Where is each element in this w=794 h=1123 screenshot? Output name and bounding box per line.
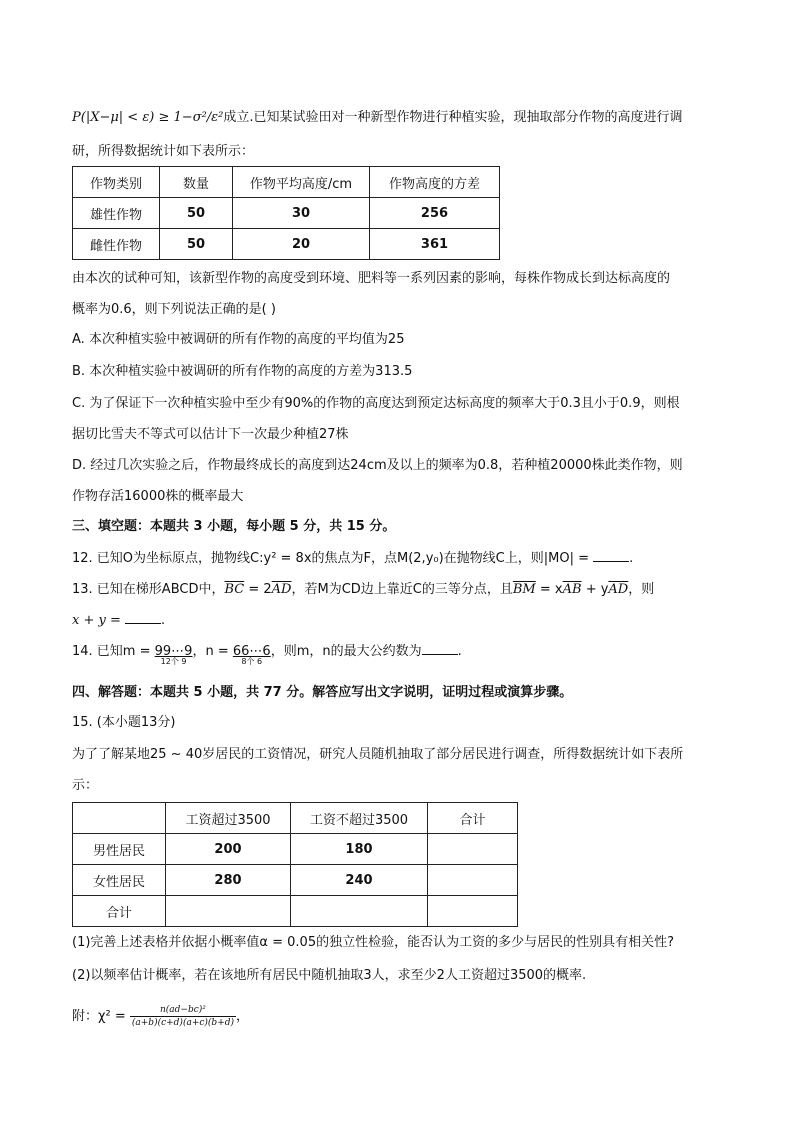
table-cell: 雄性作物	[73, 198, 160, 229]
table-row	[73, 834, 518, 865]
vector-bc: $\overline{BC}$	[224, 582, 245, 597]
table-cell: 女性居民	[73, 865, 166, 896]
table-cell	[428, 896, 518, 927]
table-cell: 50	[160, 229, 233, 260]
q15-stem-1: 为了了解某地25 ~ 40岁居民的工资情况，研究人员随机抽取了部分居民进行调查，所得数据统计如下表所	[72, 747, 684, 762]
table-header-row	[73, 803, 518, 834]
table-row	[73, 198, 500, 229]
q11-stem-2: 概率为0.6，则下列说法正确的是( )	[72, 302, 276, 317]
q11-option-d-line-2: 作物存活16000株的概率最大	[72, 489, 244, 504]
fraction-numerator: n(ad−bc)²	[130, 1004, 236, 1017]
appendix-tail: ，	[236, 1009, 250, 1024]
table-cell	[428, 865, 518, 896]
table-row	[73, 865, 518, 896]
appendix-formula	[72, 1004, 249, 1029]
table-header-cell: 作物类别	[73, 167, 160, 198]
answer-blank	[125, 611, 161, 624]
intro-line-2: 研，所得数据统计如下表所示：	[72, 144, 255, 159]
q13-eq-3: + y	[581, 582, 609, 597]
intro-line-1	[72, 108, 683, 128]
q13-text-2: ，若M为CD边上靠近C的三等分点，且	[291, 582, 513, 597]
table-cell: 30	[233, 198, 370, 229]
q13-line-1	[72, 580, 654, 600]
q13-eq-2: = x	[535, 582, 563, 597]
table-cell: 240	[291, 865, 428, 896]
q11-option-a: A. 本次种植实验中被调研的所有作物的高度的平均值为25	[72, 332, 405, 347]
m-brace-label: 12个 9	[160, 657, 187, 666]
table-header-row	[73, 167, 500, 198]
table-cell: 256	[370, 198, 500, 229]
salary-contingency-table	[72, 802, 518, 927]
n-value: 66⋯6	[232, 644, 271, 659]
table-header-cell: 数量	[160, 167, 233, 198]
table-cell: 200	[166, 834, 291, 865]
table-header-cell: 工资超过3500	[166, 803, 291, 834]
q11-option-c-line-2: 据切比雪夫不等式可以估计下一次最少种植27株	[72, 427, 349, 442]
q13-text: 13. 已知在梯形ABCD中，	[72, 582, 225, 597]
q12: 12. 已知O为坐标原点，抛物线C:y² = 8x的焦点为F，点M(2,y₀)在抛物线C上，则|MO| = .	[72, 551, 634, 566]
appendix-label: 附：χ² =	[72, 1009, 130, 1024]
q13-expression: x + y =	[72, 613, 125, 628]
table-cell: 280	[166, 865, 291, 896]
vector-ab: $\overline{AB}$	[562, 582, 582, 597]
q15-part-1: (1)完善上述表格并依据小概率值α = 0.05的独立性检验，能否认为工资的多少与居民的性别具有相关性?	[72, 935, 674, 950]
table-header-cell	[73, 803, 166, 834]
q11-option-d-line-1: D. 经过几次实验之后，作物最终成长的高度到达24cm及以上的频率为0.8，若种植20000株此类作物，则	[72, 458, 683, 473]
section-3-heading: 三、填空题：本题共 3 小题，每小题 5 分，共 15 分。	[72, 519, 396, 534]
q13-eq: = 2	[244, 582, 272, 597]
table-cell: 男性居民	[73, 834, 166, 865]
q11-option-c-line-1: C. 为了保证下一次种植实验中至少有90%的作物的高度达到预定达标高度的频率大于0.3且小于0.9，则根	[72, 396, 680, 411]
q11-option-b: B. 本次种植实验中被调研的所有作物的高度的方差为313.5	[72, 364, 413, 379]
fraction-denominator: (a+b)(c+d)(a+c)(b+d)	[131, 1018, 235, 1028]
table-cell	[428, 834, 518, 865]
table-header-cell: 工资不超过3500	[291, 803, 428, 834]
q15-part-2: (2)以频率估计概率，若在该地所有居民中随机抽取3人，求至少2人工资超过3500的概率.	[72, 968, 587, 983]
q14-text: 14. 已知m =	[72, 644, 155, 659]
table-cell: 50	[160, 198, 233, 229]
q13-text-3: ，则	[628, 582, 655, 597]
answer-blank	[422, 642, 458, 655]
chebyshev-formula: P(|X−μ| < ε) ≥ 1−σ²/ε²	[72, 110, 224, 125]
table-header-cell: 作物高度的方差	[370, 167, 500, 198]
table-cell: 合计	[73, 896, 166, 927]
m-value: 99⋯9	[154, 644, 193, 659]
table-cell: 180	[291, 834, 428, 865]
table-cell: 20	[233, 229, 370, 260]
n-digits	[232, 642, 271, 666]
q14: 14. 已知m = 99⋯9 12个 9 ，n = 66⋯6 8个 6 ，则m，n的最大公约数为 .	[72, 644, 462, 666]
section-4-heading: 四、解答题：本题共 5 小题，共 77 分。解答应写出文字说明，证明过程或演算步骤。	[72, 685, 573, 700]
table-cell: 雌性作物	[73, 229, 160, 260]
table-cell: 361	[370, 229, 500, 260]
q15-stem-2: 示：	[72, 778, 99, 793]
table-cell	[291, 896, 428, 927]
chi-square-fraction	[130, 1004, 236, 1029]
q11-stem-1: 由本次的试种可知，该新型作物的高度受到环境、肥料等一系列因素的影响，每株作物成长到达标高度的	[72, 271, 671, 286]
q13-line-2: x + y = .	[72, 613, 166, 628]
vector-ad-2: $\overline{AD}$	[608, 582, 629, 597]
n-brace-label: 8个 6	[241, 657, 263, 666]
q12-text: 12. 已知O为坐标原点，抛物线C:y² = 8x的焦点为F，点M(2,y₀)在抛物线C上，则|MO| =	[72, 551, 594, 566]
table-cell	[166, 896, 291, 927]
q14-text-3: ，则m，n的最大公约数为	[270, 644, 422, 659]
q14-text-2: ，n =	[192, 644, 233, 659]
crop-data-table	[72, 166, 500, 260]
table-header-cell: 合计	[428, 803, 518, 834]
vector-bm: $\overline{BM}$	[512, 582, 536, 597]
m-digits	[154, 642, 193, 666]
table-header-cell: 作物平均高度/cm	[233, 167, 370, 198]
intro-text-1: 成立.已知某试验田对一种新型作物进行种植实验，现抽取部分作物的高度进行调	[223, 110, 683, 125]
vector-ad: $\overline{AD}$	[271, 582, 292, 597]
table-row	[73, 896, 518, 927]
answer-blank	[593, 549, 629, 562]
table-row	[73, 229, 500, 260]
q15-title: 15. (本小题13分)	[72, 715, 176, 730]
